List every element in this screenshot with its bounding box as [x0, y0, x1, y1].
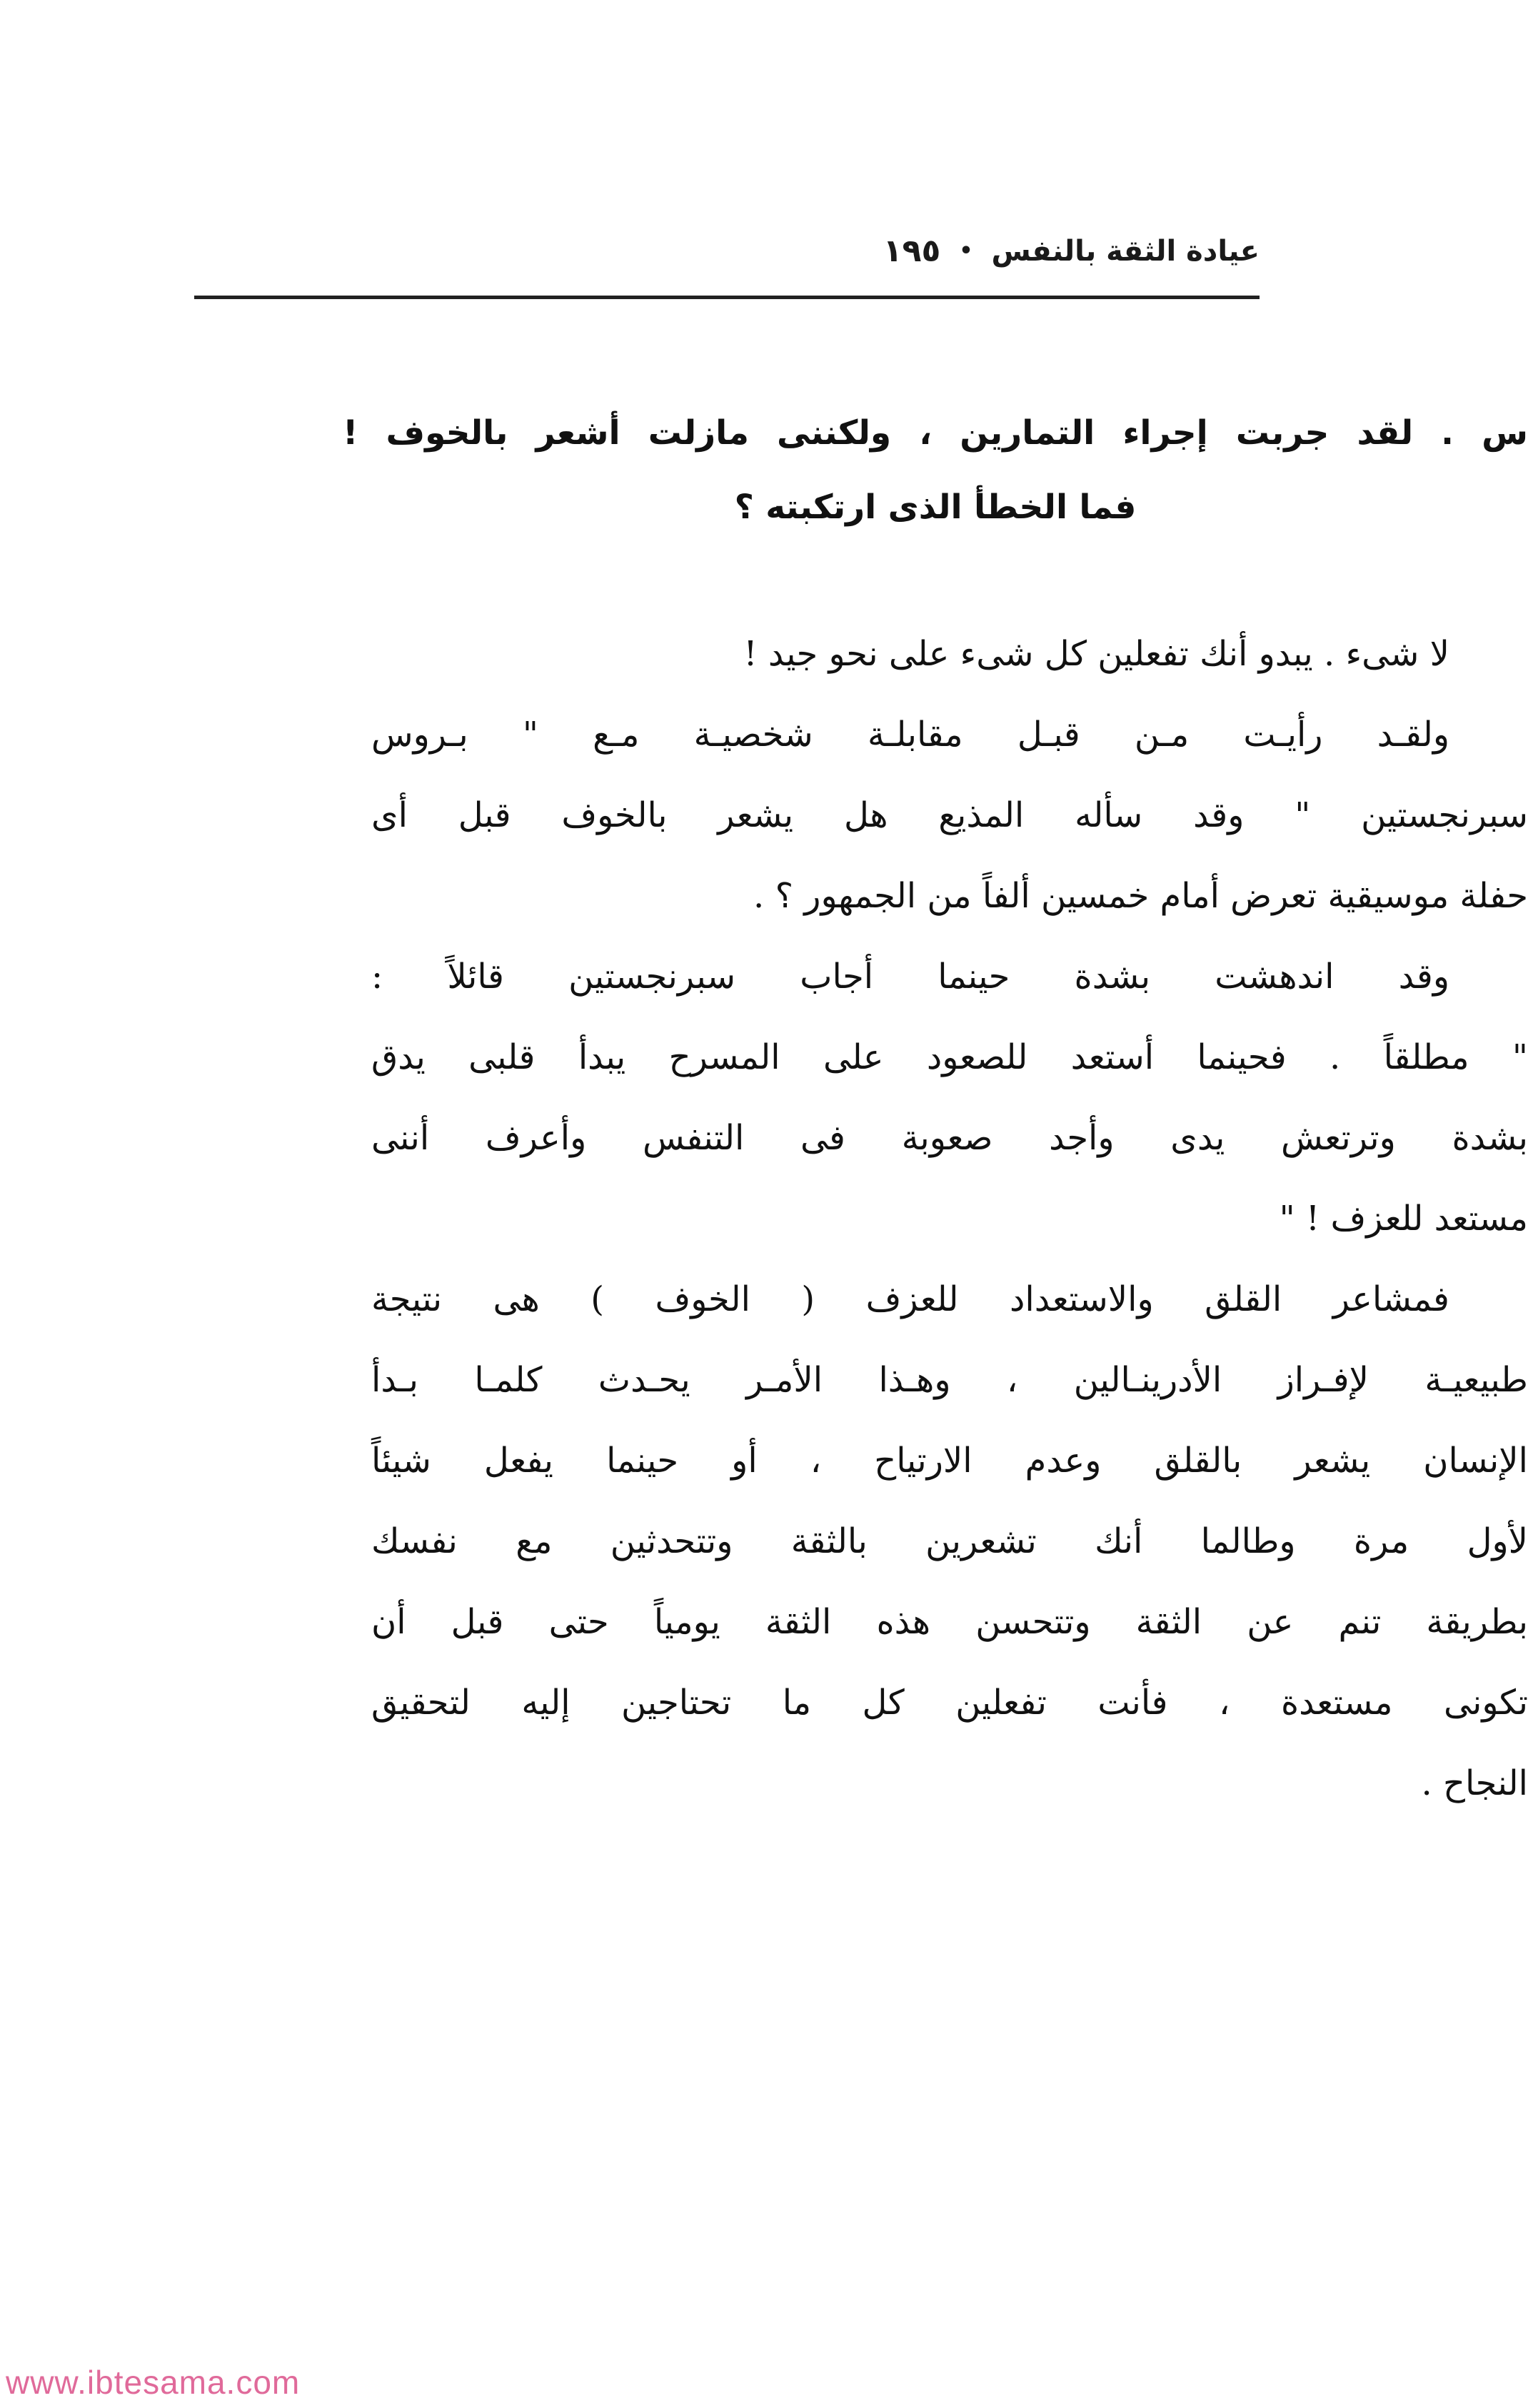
running-header-content	[883, 233, 1260, 269]
text-line: لا شىء . يبدو أنك تفعلين كل شىء على نحو جيد !	[743, 634, 1449, 674]
question-block	[343, 396, 1528, 545]
text-line: لأول مرة وطالما أنك تشعرين بالثقة وتتحدثين مع نفسك	[371, 1521, 1528, 1561]
answer-paragraph	[371, 614, 1528, 695]
question-line: س . لقد جربت إجراء التمارين ، ولكننى مازلت أشعر بالخوف !	[343, 413, 1528, 453]
header-bullet: •	[959, 238, 973, 263]
text-line: ولقـد رأيـت مـن قبـل مقابلـة شخصيـة مـع " بـروس	[371, 715, 1449, 755]
text-line: مستعد للعزف ! "	[1279, 1199, 1528, 1239]
answer-body	[371, 614, 1528, 1824]
text-line: " مطلقاً . فحينما أستعد للصعود على المسرح يبدأ قلبى يدق	[371, 1037, 1528, 1077]
book-title: عيادة الثقة بالنفس	[991, 234, 1260, 268]
answer-paragraph	[371, 695, 1528, 937]
text-line: بطريقة تنم عن الثقة وتتحسن هذه الثقة يومياً حتى قبل أن	[371, 1602, 1528, 1642]
question-line: فما الخطأ الذى ارتكبته ؟	[734, 488, 1137, 527]
text-line: فمشاعر القلق والاستعداد للعزف ( الخوف ) هى نتيجة	[371, 1279, 1449, 1319]
running-header	[194, 227, 1260, 299]
answer-paragraph	[371, 1259, 1528, 1824]
watermark-url: www.ibtesama.com	[6, 2364, 301, 2401]
text-line: النجاح .	[1421, 1763, 1528, 1803]
text-line: الإنسان يشعر بالقلق وعدم الارتياح ، أو حينما يفعل شيئاً	[371, 1441, 1528, 1481]
answer-paragraph	[371, 937, 1528, 1259]
text-line: وقد اندهشت بشدة حينما أجاب سبرنجستين قائلاً :	[371, 957, 1449, 997]
text-line: تكونى مستعدة ، فأنت تفعلين كل ما تحتاجين إليه لتحقيق	[371, 1683, 1528, 1723]
text-line: حفلة موسيقية تعرض أمام خمسين ألفاً من الجمهور ؟ .	[753, 876, 1528, 916]
page-number: ١٩٥	[883, 233, 941, 269]
text-line: بشدة وترتعش يدى وأجد صعوبة فى التنفس وأعرف أننى	[371, 1118, 1528, 1158]
text-line: طبيعيـة لإفـراز الأدرينـالين ، وهـذا الأمـر يحـدث كلمـا بـدأ	[371, 1360, 1528, 1400]
text-line: سبرنجستين " وقد سأله المذيع هل يشعر بالخوف قبل أى	[371, 795, 1528, 835]
